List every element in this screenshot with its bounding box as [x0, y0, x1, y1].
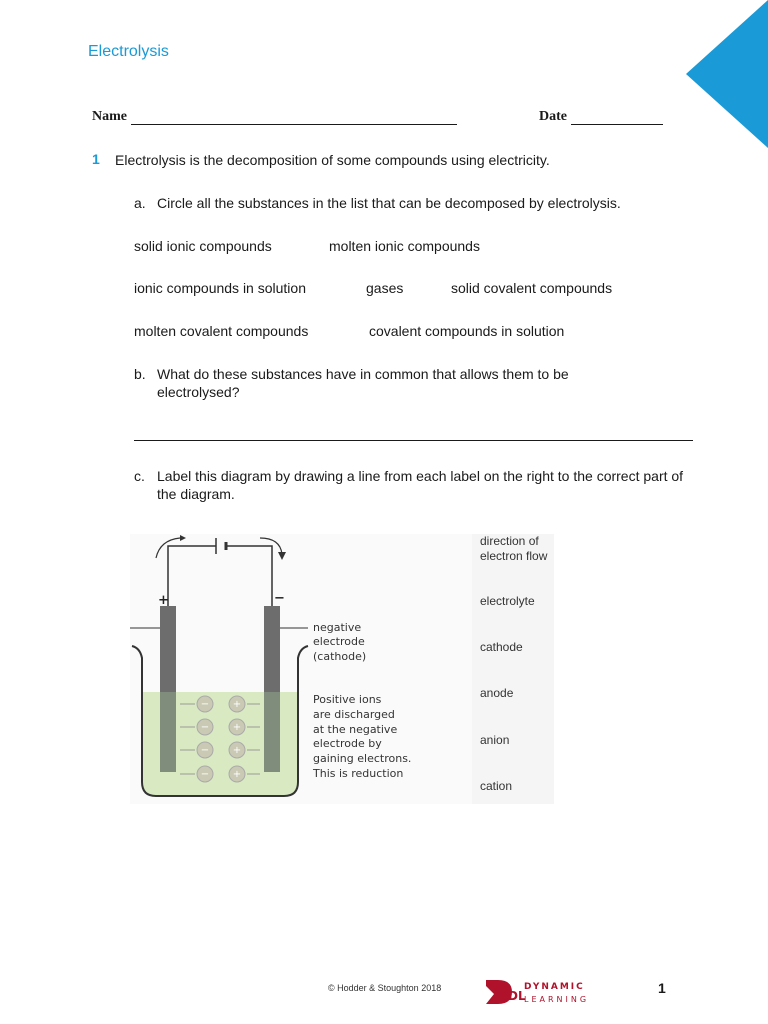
caption-line: electrode by [313, 737, 382, 750]
label-cathode: cathode [480, 640, 523, 654]
label-cation: cation [480, 779, 513, 793]
page-number: 1 [658, 980, 666, 996]
part-c-text: Label this diagram by drawing a line from each label on the right to the correct part of the diagram. [157, 468, 684, 502]
ion-sign: + [232, 722, 242, 733]
question-number: 1 [92, 151, 100, 167]
option-item: covalent compounds in solution [369, 323, 565, 339]
part-c-letter: c. [134, 468, 145, 484]
option-item: ionic compounds in solution [134, 280, 306, 296]
caption-line: Positive ions [313, 693, 382, 706]
caption-line: gaining electrons. [313, 752, 412, 765]
ion-sign: − [200, 722, 210, 733]
date-label: Date [539, 109, 567, 124]
plus-sign: + [158, 593, 169, 608]
part-b-text: What do these substances have in common that allows them to be electrolysed? [157, 366, 569, 400]
part-c [134, 467, 704, 503]
name-label: Name [92, 109, 127, 124]
label-electron-flow: direction of electron flow [480, 534, 548, 563]
page-title: Electrolysis [88, 43, 169, 60]
ion-sign: + [232, 699, 242, 710]
option-item: gases [366, 280, 404, 296]
ion-sign: − [200, 745, 210, 756]
corner-triangle-decoration [686, 0, 768, 148]
answer-line [134, 440, 693, 441]
date-field-group [539, 109, 663, 125]
question-text: Electrolysis is the decomposition of some compounds using electricity. [115, 152, 550, 168]
option-item: solid covalent compounds [451, 280, 613, 296]
annotation-line: negative [313, 621, 362, 634]
ion-sign: − [200, 699, 210, 710]
annotation-line: electrode [313, 635, 365, 648]
date-blank [571, 110, 663, 125]
label-electrolyte: electrolyte [480, 594, 535, 608]
ion-sign: + [232, 745, 242, 756]
part-b [134, 365, 634, 401]
dynamic-learning-logo [484, 978, 599, 1006]
part-b-letter: b. [134, 366, 146, 382]
part-a-letter: a. [134, 195, 146, 211]
name-field-group [92, 109, 457, 125]
caption-line: at the negative [313, 723, 398, 736]
label-anode: anode [480, 686, 514, 700]
caption-line: are discharged [313, 708, 395, 721]
name-blank [131, 110, 457, 125]
minus-sign: − [274, 591, 285, 606]
caption-line: This is reduction [313, 767, 404, 780]
label-anion: anion [480, 733, 510, 747]
copyright-text: © Hodder & Stoughton 2018 [328, 983, 442, 993]
ion-sign: − [200, 769, 210, 780]
option-item: solid ionic compounds [134, 238, 272, 254]
part-a [134, 194, 704, 212]
ion-sign: + [232, 769, 242, 780]
label-list [472, 534, 554, 804]
option-item: molten covalent compounds [134, 323, 309, 339]
logo-bottom-text: LEARNING [524, 995, 590, 1004]
logo-top-text: DYNAMIC [524, 982, 585, 992]
annotation-line: (cathode) [313, 650, 367, 663]
part-a-text: Circle all the substances in the list that can be decomposed by electrolysis. [157, 195, 621, 211]
logo-mark: DL [508, 989, 526, 1003]
option-item: molten ionic compounds [329, 238, 480, 254]
